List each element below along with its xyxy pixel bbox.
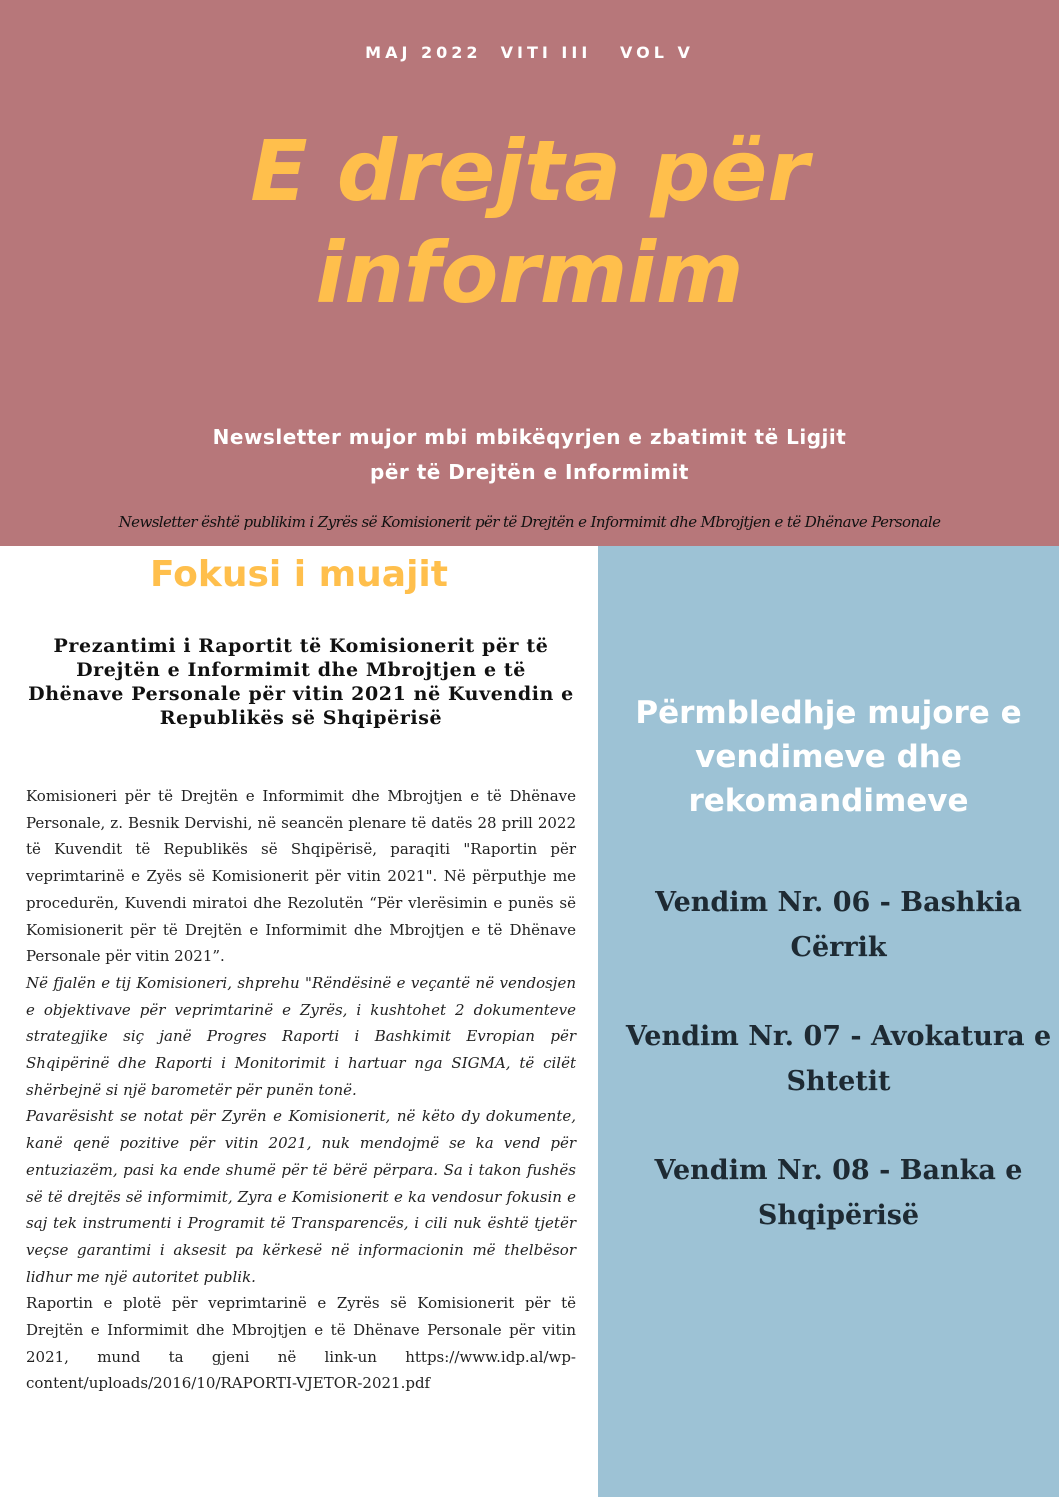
- summary-heading: Përmbledhje mujore e vendimeve dhe rekomandimeve: [635, 695, 1022, 819]
- title-line-2: informim: [315, 224, 744, 322]
- subtitle-line-1: Newsletter mujor mbi mbikëqyrjen e zbatimit të Ligjit: [212, 425, 847, 449]
- publisher-note: Newsletter është publikim i Zyrës së Komisionerit për të Drejtën e Informimit dhe Mbrojtjen e të Dhënave Personale: [118, 513, 941, 531]
- focus-column: [0, 546, 598, 1497]
- article-paragraph: Raportin e plotë për veprimtarinë e Zyrës së Komisionerit për të Drejtën e Informimit dhe Mbrojtjen e të Dhënave Personale për vitin 2021, mund ta gjeni në link-un https://www.idp.al/wp-content/uploads/2016/10/RAPORTI-VJETOR-2021.pdf: [26, 1294, 576, 1393]
- focus-heading: Fokusi i muajit: [150, 554, 448, 595]
- article-title: Prezantimi i Raportit të Komisionerit për të Drejtën e Informimit dhe Mbrojtjen e të Dhënave Personale për vitin 2021 në Kuvendin e Republikës së Shqipërisë: [28, 635, 574, 729]
- article-paragraph: Komisioneri për të Drejtën e Informimit dhe Mbrojtjen e të Dhënave Personale, z. Besnik Dervishi, në seancën plenare të datës 28 prill 2022 të Kuvendit të Republikës së Shqipërisë, paraqiti "Raportin për veprimtarinë e Zyës së Komisionerit për vitin 2021". Në përputhje me procedurën, Kuvendi miratoi dhe Rezolutën “Për vlerësimin e punës së Komisionerit për të Drejtën e Informimit dhe Mbrojtjen e të Dhënave Personale për vitin 2021”.: [26, 787, 576, 966]
- article-paragraph: Pavarësisht se notat për Zyrën e Komisionerit, në këto dy dokumente, kanë qenë pozitive për vitin 2021, nuk mendojmë se ka vend për entuziazëm, pasi ka ende shumë për të bërë përpara. Sa i takon fushës së të drejtës së informimit, Zyra e Komisionerit e ka vendosur fokusin e saj tek instrumenti i Programit të Transparencës, i cili nuk është tjetër veçse garantimi i aksesit pa kërkesë në informacionin më thelbësor lidhur me një autoritet publik.: [26, 1107, 576, 1286]
- issue-info: MAJ 2022 VITI III VOL V: [365, 43, 694, 62]
- newsletter-subtitle: [80, 420, 979, 490]
- decision-item: Vendim Nr. 07 - Avokatura e Shtetit: [625, 1021, 1052, 1097]
- subtitle-line-2: për të Drejtën e Informimit: [370, 460, 689, 484]
- newsletter-title: [0, 120, 1059, 324]
- summary-sidebar: [598, 546, 1059, 1497]
- article-paragraph: Në fjalën e tij Komisioneri, shprehu "Rëndësinë e veçantë në vendosjen e objektivave për veprimtarinë e Zyrës, i kushtohet 2 dokumenteve strategjike siç janë Progres Raporti i Bashkimit Evropian për Shqipërinë dhe Raporti i Monitorimit i hartuar nga SIGMA, të cilët shërbejnë si një barometër për punën tonë.: [26, 973, 576, 1099]
- decision-item: Vendim Nr. 06 - Bashkia Cërrik: [655, 887, 1022, 963]
- header-banner: [0, 0, 1059, 546]
- decision-item: Vendim Nr. 08 - Banka e Shqipërisë: [654, 1155, 1023, 1231]
- article-body: [26, 783, 576, 1397]
- title-line-1: E drejta për: [250, 122, 809, 220]
